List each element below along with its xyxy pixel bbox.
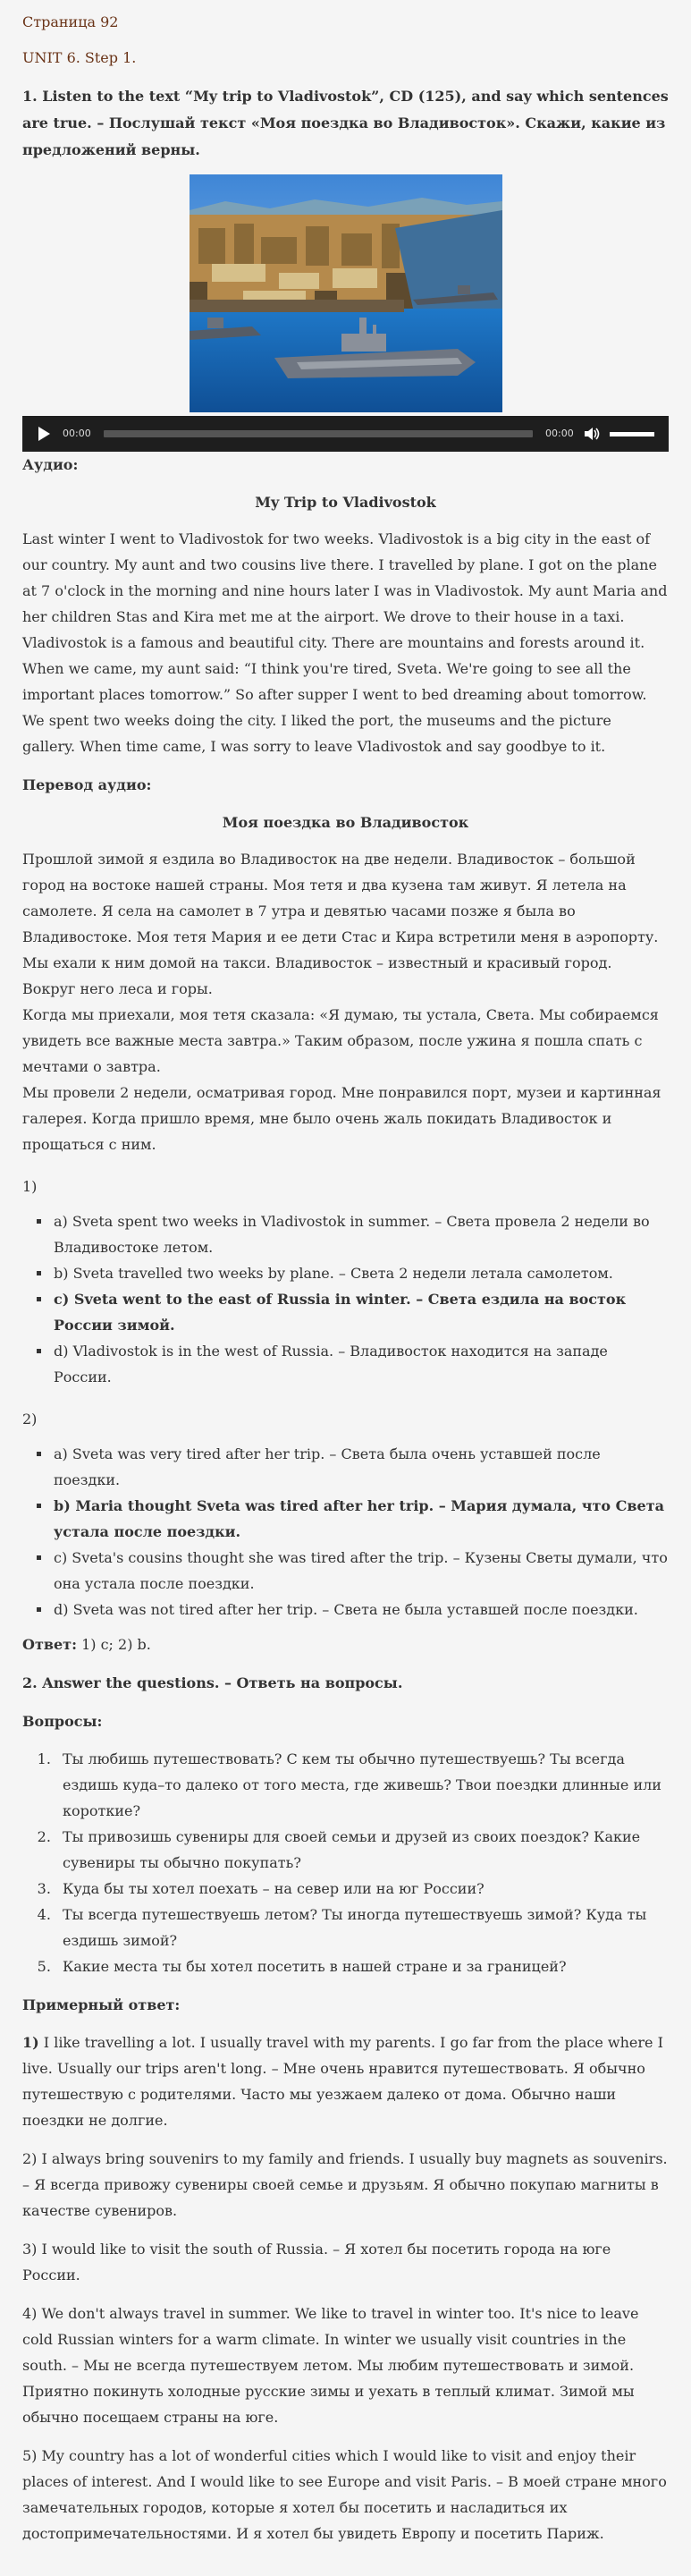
sample-answer	[22, 2029, 669, 2133]
audio-text-title: My Trip to Vladivostok	[255, 494, 436, 511]
question-item: 1. Ты любишь путешествовать? С кем ты обычно путешествуешь? Ты всегда ездишь куда–то далеко от того места, где живешь? Твои поездки длинные или короткие?	[55, 1746, 669, 1824]
question-item: 5. Какие места ты бы хотел посетить в нашей стране и за границей?	[55, 1953, 669, 1979]
unit-step-label: UNIT 6. Step 1.	[22, 49, 137, 66]
sample-answer-text: My country has a lot of wonderful cities which I would like to visit and enjoy their places of interest. And I would like to see Europe and visit Paris. – В моей стране много замечательных городов, которые я хотел бы посетить и насладиться их достопримечательностями. И я хотел бы увидеть Европу и посетить Париж.	[22, 2447, 667, 2542]
sample-answer	[22, 2236, 669, 2288]
sample-answer-text: We don't always travel in summer. We like to travel in winter too. It's nice to leave cold Russian winters for a warm climate. In winter we usually visit countries in the south. – Мы не всегда путешествуем летом. Мы любим путешествовать и зимой. Приятно покинуть холодные русские зимы и уехать в теплый климат. Зимой мы обычно посещаем страны на юге.	[22, 2305, 639, 2426]
translation-paragraph: Мы провели 2 недели, осматривая город. Мне понравился порт, музеи и картинная галерея. Когда пришло время, мне было очень жаль покидать Владивосток и прощаться с ним.	[22, 1084, 662, 1153]
exercise-group-number: 1)	[22, 1178, 38, 1195]
sample-answer	[22, 2301, 669, 2430]
exercise-options-list	[22, 1208, 669, 1390]
translation-section-label: Перевод аудио:	[22, 776, 152, 793]
answer-line	[22, 1631, 669, 1657]
exercise-options-list	[22, 1441, 669, 1623]
question-item: 4. Ты всегда путешествуешь летом? Ты иногда путешествуешь зимой? Куда ты ездишь зимой?	[55, 1902, 669, 1953]
answer-value: 1) c; 2) b.	[81, 1636, 151, 1653]
sample-answer-number: 2)	[22, 2150, 38, 2167]
sample-answer	[22, 2146, 669, 2224]
audio-section-label: Аудио:	[22, 456, 79, 473]
translation-text-title: Моя поездка во Владивосток	[222, 814, 469, 831]
speaker-glyph	[585, 428, 601, 440]
translation-paragraph: Прошлой зимой я ездила во Владивосток на две недели. Владивосток – большой город на востоке нашей страны. Моя тетя и два кузена там живут. Я летела на самолете. Я села на самолет в 7 утра и девятью часами позже я была во Владивостоке. Моя тетя Мария и ее дети Стас и Кира встретили меня в аэропорту. Мы ехали к ним домой на такси. Владивосток – известный и красивый город. Вокруг него леса и горы.	[22, 851, 659, 997]
option-item: ▪ d) Sveta was not tired after her trip. – Света не была уставшей после поездки.	[52, 1597, 669, 1623]
option-item: ▪ b) Sveta travelled two weeks by plane. – Света 2 недели летала самолетом.	[52, 1260, 669, 1286]
exercise-group-number: 2)	[22, 1411, 38, 1428]
option-item: ▪ d) Vladivostok is in the west of Russia. – Владивосток находится на западе России.	[52, 1338, 669, 1390]
questions-label: Вопросы:	[22, 1713, 103, 1730]
sample-answer	[22, 2443, 669, 2546]
vladivostok-harbor-photo	[190, 174, 502, 412]
audio-player	[22, 416, 669, 452]
translation-text	[22, 846, 669, 1157]
option-item-correct: ▪ c) Sveta went to the east of Russia in winter. – Света ездила на восток России зимой.	[52, 1286, 669, 1338]
sample-answer-number: 1)	[22, 2034, 39, 2051]
vladivostok-photo-figure	[22, 174, 669, 416]
task1-heading: 1. Listen to the text “My trip to Vladivostok”, CD (125), and say which sentences are true. – Послушай текст «Моя поездка во Владивосток». Скажи, какие из предложений верны.	[22, 88, 669, 158]
translation-paragraph: Когда мы приехали, моя тетя сказала: «Я думаю, ты устала, Света. Мы собираемся увидеть все важные места завтра.» Таким образом, после ужина я пошла спать с мечтами о завтра.	[22, 1006, 659, 1075]
audio-paragraph: We spent two weeks doing the city. I liked the port, the museums and the picture gallery. When time came, I was sorry to leave Vladivostok and say goodbye to it.	[22, 712, 611, 755]
audio-paragraph: Last winter I went to Vladivostok for two weeks. Vladivostok is a big city in the east of our country. My aunt and two cousins live there. I travelled by plane. I got on the plane at 7 o'clock in the morning and nine hours later I was in Vladivostok. My aunt Maria and her children Stas and Kira met me at the airport. We drove to their house in a taxi. Vladivostok is a famous and beautiful city. There are mountains and forests around it. When we came, my aunt said: “I think you're tired, Sveta. We're going to see all the important places tomorrow.” So after supper I went to bed dreaming about tomorrow.	[22, 530, 668, 703]
task2-heading: 2. Answer the questions. – Ответь на вопросы.	[22, 1674, 403, 1691]
option-item-correct: ▪ b) Maria thought Sveta was tired after her trip. – Мария думала, что Света устала после поездки.	[52, 1493, 669, 1545]
sample-answer-number: 4)	[22, 2305, 38, 2322]
audio-progress-bar[interactable]	[104, 430, 533, 437]
option-item: ▪ a) Sveta spent two weeks in Vladivostok in summer. – Света провела 2 недели во Владивостоке летом.	[52, 1208, 669, 1260]
sample-answer-text: I always bring souvenirs to my family and friends. I usually buy magnets as souvenirs. – Я всегда привожу сувениры своей семье и друзьям. Я обычно покупаю магниты в качестве сувениров.	[22, 2150, 668, 2219]
harbor-illustration	[190, 174, 502, 412]
sample-answer-label: Примерный ответ:	[22, 1996, 181, 2013]
page-number-label: Страница 92	[22, 13, 119, 30]
question-item: 2. Ты привозишь сувениры для своей семьи и друзей из своих поездок? Какие сувениры ты обычно покупать?	[55, 1824, 669, 1876]
option-item: ▪ a) Sveta was very tired after her trip. – Света была очень уставшей после поездки.	[52, 1441, 669, 1493]
sample-answer-text: I like travelling a lot. I usually travel with my parents. I go far from the place where I live. Usually our trips aren't long. – Мне очень нравится путешествовать. Я обычно путешествую с родителями. Часто мы уезжаем далеко от дома. Обычно наши поездки не долгие.	[22, 2034, 663, 2129]
answer-label: Ответ:	[22, 1636, 77, 1653]
duration-time: 00:00	[545, 428, 574, 439]
question-item: 3. Куда бы ты хотел поехать – на север или на юг России?	[55, 1876, 669, 1902]
volume-slider[interactable]	[610, 432, 654, 436]
option-item: ▪ c) Sveta's cousins thought she was tired after the trip. – Кузены Светы думали, что она устала после поездки.	[52, 1545, 669, 1597]
sample-answer-text: I would like to visit the south of Russia. – Я хотел бы посетить города на юге России.	[22, 2241, 611, 2284]
current-time: 00:00	[63, 428, 91, 439]
audio-text	[22, 526, 669, 759]
sample-answer-number: 5)	[22, 2447, 38, 2464]
play-icon[interactable]	[38, 427, 50, 441]
sample-answer-number: 3)	[22, 2241, 38, 2258]
volume-icon[interactable]	[585, 428, 601, 440]
questions-list	[22, 1746, 669, 1979]
